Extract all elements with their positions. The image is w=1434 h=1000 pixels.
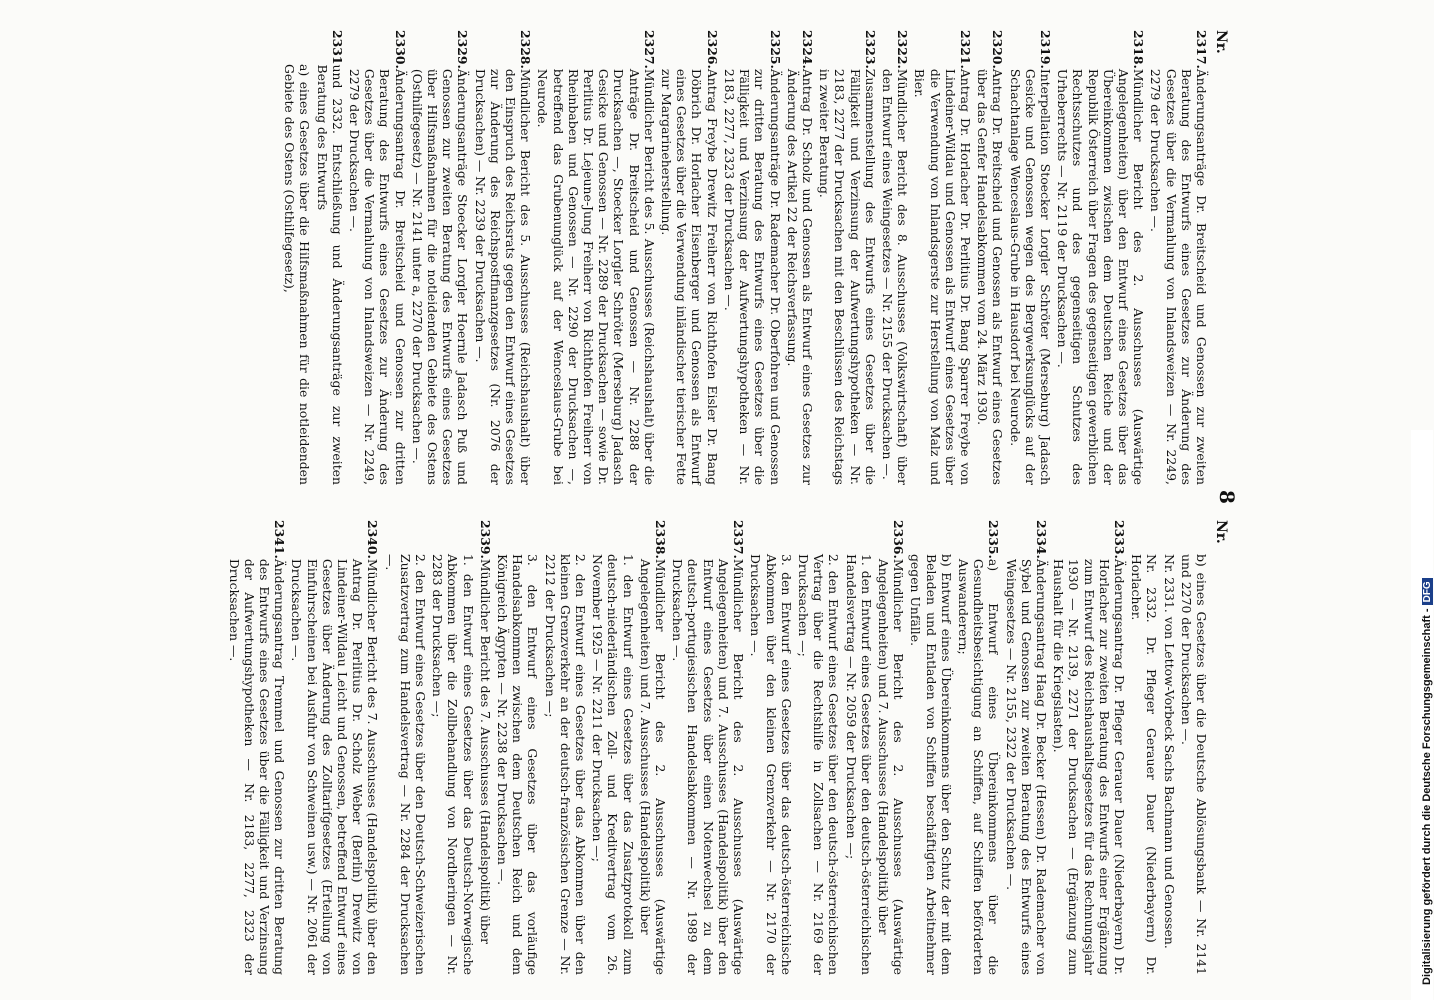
document-entry xyxy=(1161,520,1176,975)
entry-text: Interpellation Stoecker Lorgler Schröter (Merseburg) Jadasch Gesicke und Genossen wegen des Bergwerksunglücks auf der Schachtanlage Wenceslaus-Grube in Hausdorf bei Neurode. xyxy=(1007,68,1053,485)
entry-number: 2324. xyxy=(799,30,815,69)
entry-number xyxy=(748,520,794,554)
document-entry xyxy=(843,520,873,975)
entry-number xyxy=(542,520,588,554)
entry-text: Mündlicher Bericht des 7. Ausschusses (Handelspolitik) über xyxy=(477,558,493,945)
document-entry xyxy=(542,520,588,975)
entry-text: und 2332. Entschließung und Änderungsanträge zur zweiten Beratung des Entwurfs xyxy=(314,64,345,485)
entry-text: Änderungsanträge Dr. Rademacher Dr. Oberfohren und Genossen zur dritten Beratung des Entwurfs eines Gesetzes über die Fälligkeit und Verzinsung der Aufwertungshypotheken — Nr. 2183, 2277, 2323 der Drucksachen —. xyxy=(721,68,783,485)
entry-text: Zusammenstellung des Entwurfs eines Gesetzes über die Fälligkeit und Verzinsung der Aufwertungshypotheken — Nr. 2183, 2277 der Drucksachen mit den Beschlüssen des Reichstags in zweiter Beratung. xyxy=(817,68,878,485)
entry-text: b) Entwurf eines Übereinkommens über den Schutz der mit dem Beladen und Entladen von Schiffen beschäftigten Arbeitnehmer gegen Unfälle. xyxy=(908,554,954,975)
entry-text: 1. den Entwurf eines Gesetzes über das Zusatzprotokoll zum deutsch-niederländischen Zoll- und Kreditvertrag vom 26. November 1925 — Nr. 2211 der Drucksachen —; xyxy=(590,554,636,975)
entry-text: Mündlicher Bericht des 2. Ausschusses (Auswärtige Angelegenheiten) und 7. Ausschusses (Handelspolitik) über xyxy=(637,558,669,975)
entry-number xyxy=(908,520,954,554)
document-entry xyxy=(638,520,668,975)
document-entry xyxy=(590,520,636,975)
entry-text: 2. den Entwurf eines Gesetzes über das Abkommen über den kleinen Grenzverkehr an der deutsch-französischen Grenze — Nr. 2212 der Drucksachen —; xyxy=(542,554,589,975)
entry-text: Antrag Dr. Breitscheid und Genossen als Entwurf eines Gesetzes über das Genfer Handelsabkommen vom 24. März 1930. xyxy=(975,68,1006,485)
entry-text: Mündlicher Bericht des 5. Ausschusses (Reichshaushalt) über die Anträge Dr. Breitscheid und Genossen — Nr. 2288 der Drucksachen —, Stoecker Lorgler Schröter (Merseburg) Jadasch Gesicke und Genossen — Nr. 2289 der Drucksachen — sowie Dr. Perlitius Dr. Lejeune-Jung Freiherr von Richthofen Freiherr von Rheinbaben und Genossen — Nr. 2290 der Drucksachen —, betreffend das Grubenunglück auf der Wenceslaus-Grube bei Neurode. xyxy=(535,68,657,485)
document-entry xyxy=(670,520,746,975)
entry-number xyxy=(495,520,541,554)
document-entry xyxy=(478,520,493,975)
footer-text: Digitalisierung gefördert durch die Deutsche Forschungsgemeinschaft xyxy=(1421,615,1433,985)
entry-text: 3. den Entwurf eines Gesetzes über das deutsch-österreichische Abkommen über den kleinen Grenzverkehr — Nr. 2170 der Drucksachen —. xyxy=(748,554,794,975)
document-entry xyxy=(382,520,428,975)
document-entry xyxy=(817,30,878,485)
entry-number: 2339. xyxy=(477,520,493,559)
entry-number xyxy=(382,520,428,554)
document-entry xyxy=(472,30,533,485)
page-number: 8 xyxy=(1215,490,1239,504)
document-entry xyxy=(659,30,720,485)
entry-text: Mündlicher Bericht des 8. Ausschusses (Volkswirtschaft) über den Entwurf eines Weingesetzes — Nr. 2155 der Drucksachen —. xyxy=(879,68,911,485)
document-entry xyxy=(1148,30,1209,485)
entry-number: 2336. xyxy=(891,520,907,559)
entry-number: 2321. xyxy=(957,30,973,69)
entry-number: 2328. xyxy=(518,30,534,69)
document-entry xyxy=(226,520,287,975)
entry-number xyxy=(430,520,476,554)
entry-text: 2. den Entwurf eines Gesetzes über den deutsch-österreichischen Vertrag über die Rechtshilfe in Zollsachen — Nr. 2169 der Drucksachen —; xyxy=(795,554,842,975)
entry-number: 2318. xyxy=(1131,30,1147,69)
document-entry xyxy=(1003,520,1049,975)
document-entry xyxy=(785,30,815,485)
entry-text: Antrag Dr. Horlacher Dr. Perlitius Dr. Bang Sparrer Freybe von Lindeiner-Wildau und Genossen als Entwurf eines Gesetzes über die Verwendung von Inlandsgerste zur Herstellung von Malz und Bier. xyxy=(912,68,973,485)
right-column-marker: Nr. xyxy=(1213,520,1229,544)
document-entry xyxy=(912,30,973,485)
entry-number: 2333. xyxy=(1111,520,1127,559)
dfg-logo: DFG xyxy=(1422,578,1433,605)
entry-text: Mündlicher Bericht des 7. Ausschusses (Handelspolitik) über den Antrag Dr. Perlitius Dr. Scholz Weber (Berlin) Drewitz von Lindeiner-Wildau Leicht und Genossen, betreffend Entwurf eines Gesetzes über Änderung des Zolltarifgesetzes (Erteilung von Einfuhrscheinen bei Ausfuhr von Schweinen usw.) — Nr. 2061 der Drucksachen —. xyxy=(289,558,381,975)
document-entry xyxy=(282,30,312,485)
entry-number: 2327. xyxy=(641,30,657,69)
entry-text: Änderungsantrag Dr. Breitscheid und Genossen zur dritten Beratung des Entwurfs eines Gesetzes zur Änderung des Gesetzes über die Vermahlung von Inlandsweizen — Nr. 2249, 2279 der Drucksachen —. xyxy=(347,68,408,485)
entry-text: Mündlicher Bericht des 2. Ausschusses (Auswärtige Angelegenheiten) und 7. Ausschusses (Handelspolitik) über den Entwurf eines Gesetzes über einen Notenwechsel zu dem deutsch-portugiesischen Handelsabkommen — Nr. 1989 der Drucksachen —. xyxy=(670,558,747,975)
entry-number: 2331 xyxy=(329,30,345,65)
document-entry xyxy=(430,520,476,975)
entry-number: 2334. xyxy=(1033,520,1049,559)
entry-number: 2330. xyxy=(392,30,408,69)
document-entry xyxy=(748,520,794,975)
entry-number: 2317. xyxy=(1194,30,1209,69)
right-column xyxy=(224,520,1209,975)
entry-number xyxy=(1161,520,1176,554)
entry-number xyxy=(1179,520,1209,554)
entry-text: b) eines Gesetzes über die Deutsche Ablösungsbank — Nr. 2141 und 2270 der Drucksachen —. xyxy=(1178,554,1209,975)
left-column xyxy=(280,30,1209,485)
entry-number: 2340. xyxy=(365,520,381,559)
document-entry xyxy=(535,30,657,485)
footer-credit: Digitalisierung gefördert durch die Deutsche Forschungsgemeinschaft - DFG xyxy=(1421,574,1433,985)
entry-text: a) eines Gesetzes über die Hilfsmaßnahmen für die notleidenden Gebiete des Ostens (Osthilfegesetz), xyxy=(282,64,313,485)
entry-text: Änderungsantrag Dr. Pfleger Gerauer Dauer (Niederbayern) Dr. Horlacher zur zweiten Beratung des Entwurfs einer Ergänzung zum Entwurf des Reichshaushaltsgesetzes für das Rechnungsjahr 1930 — Nr. 2139, 2271 der Drucksachen — (Ergänzung zum Haushalt für die Kriegslasten). xyxy=(1051,558,1127,975)
entry-number xyxy=(843,520,873,554)
entry-text: Änderungsanträge Dr. Breitscheid und Genossen zur zweiten Beratung des Entwurfs eines Gesetzes zur Änderung des Gesetzes über die Vermahlung von Inlandsweizen — Nr. 2249, 2279 der Drucksachen —. xyxy=(1148,68,1209,485)
entry-number: 2320. xyxy=(990,30,1006,69)
document-entry xyxy=(1051,520,1127,975)
document-entry xyxy=(1055,30,1146,485)
entry-text: 1. den Entwurf eines Gesetzes über das Deutsch-Norwegische Abkommen über die Zollbehandlung von Nordheringen — Nr. 2283 der Drucksachen —; xyxy=(430,554,476,975)
document-entry xyxy=(410,30,471,485)
document-entry xyxy=(908,520,954,975)
entry-text: Änderungsantrag Haag Dr. Becker (Hessen) Dr. Rademacher von Sybel und Genossen zur zweiten Beratung des Entwurfs eines Weingesetzes — Nr. 2155, 2322 der Drucksachen —. xyxy=(1003,558,1049,975)
entry-text: Mündlicher Bericht des 2. Ausschusses (Auswärtige Angelegenheiten) und 7. Ausschusses (Handelspolitik) über xyxy=(875,558,907,975)
entry-number: 2337. xyxy=(731,520,747,559)
entry-text: Änderungsantrag Tremmel und Genossen zur dritten Beratung des Entwurfs eines Gesetzes über die Fälligkeit und Verzinsung der Aufwertungshypotheken — Nr. 2183, 2277, 2323 der Drucksachen —. xyxy=(226,558,288,975)
entry-number: 2323. xyxy=(862,30,878,69)
entry-number: 2322. xyxy=(895,30,911,69)
entry-number: 2329. xyxy=(455,30,471,69)
entry-number: 2335. xyxy=(986,520,1002,559)
entry-text: a) Entwurf eines Übereinkommens über die Gesundheitsbesichtigung an Schiffen, auf Schiffen beförderten Auswanderern; xyxy=(955,558,1002,975)
entry-text: Mündlicher Bericht des 2. Ausschusses (Auswärtige Angelegenheiten) über den Entwurf eines Gesetzes über das Übereinkommen zwischen dem Deutschen Reiche und der Republik Österreich über Fragen des gegenseitigen gewerblichen Rechtsschutzes und des gegenseitigen Schutzes des Urheberrechts — Nr. 2119 der Drucksachen —. xyxy=(1055,68,1147,485)
document-entry xyxy=(347,30,408,485)
entry-number: 2325. xyxy=(767,30,783,69)
document-entry xyxy=(956,520,1002,975)
document-entry xyxy=(876,520,906,975)
entry-number xyxy=(590,520,636,554)
document-entry xyxy=(1007,30,1053,485)
entry-number: 2326. xyxy=(704,30,720,69)
entry-text: 2. den Entwurf eines Gesetzes über den Deutsch-Schweizerischen Zusatzvertrag zum Handelsvertrag — Nr. 2284 der Drucksachen —. xyxy=(382,554,429,975)
document-entry xyxy=(495,520,541,975)
document-entry xyxy=(796,520,842,975)
document-entry xyxy=(1179,520,1209,975)
document-entry xyxy=(1129,520,1159,975)
entry-text: Nr. 2331. von Lettow-Vorbeck Sachs Bachmann und Genossen. xyxy=(1161,554,1177,949)
entry-text: Änderungsanträge Stoecker Lorgler Hoernle Jadasch Puß und Genossen zur zweiten Beratung des Entwurfs eines Gesetzes über Hilfsmaßnahmen für die notleidenden Gebiete des Ostens (Osthilfegesetz) — Nr. 2141 unter a, 2270 der Drucksachen —. xyxy=(409,68,471,485)
left-column-marker: Nr. xyxy=(1213,30,1229,54)
document-entry xyxy=(722,30,783,485)
entry-number xyxy=(1129,520,1159,554)
document-entry xyxy=(880,30,910,485)
entry-text: Antrag Dr. Scholz und Genossen als Entwurf eines Gesetzes zur Änderung des Artikel 22 der Reichsverfassung. xyxy=(784,68,815,485)
entry-number xyxy=(796,520,842,554)
entry-number: 2319. xyxy=(1037,30,1053,69)
entry-text: Mündlicher Bericht des 5. Ausschusses (Reichshaushalt) über den Einspruch des Reichsrats gegen den Entwurf eines Gesetzes zur Änderung des Reichspostfinanzgesetzes (Nr. 2076 der Drucksachen) — Nr. 2239 der Drucksachen —. xyxy=(472,68,534,485)
entry-number xyxy=(282,30,312,64)
entry-text: 1. den Entwurf eines Gesetzes über den deutsch-österreichischen Handelsvertrag — Nr. 2059 der Drucksachen —; xyxy=(843,554,874,975)
entry-number: 2338. xyxy=(653,520,669,559)
document-entry xyxy=(975,30,1005,485)
entry-text: 3. den Entwurf eines Gesetzes über das vorläufige Handelsabkommen zwischen dem Deutschen Reich und dem Königreich Ägypten — Nr. 2238 der Drucksachen —. xyxy=(495,554,541,975)
rotated-document xyxy=(0,20,1239,980)
document-entry xyxy=(314,30,344,485)
entry-number: 2341. xyxy=(272,520,288,559)
entry-text: Nr. 2332. Dr. Pfleger Gerauer Dauer (Niederbayern) Dr. Horlacher. xyxy=(1129,554,1160,975)
entry-text: Antrag Freybe Drewitz Freiherr von Richthofen Eisler Dr. Bang Döbrich Dr. Horlacher Eisenberger und Genossen als Entwurf eines Gesetzes über die Verwendung inländischer tierischer Fette zur Margarineherstellung. xyxy=(659,68,720,485)
document-entry xyxy=(289,520,380,975)
